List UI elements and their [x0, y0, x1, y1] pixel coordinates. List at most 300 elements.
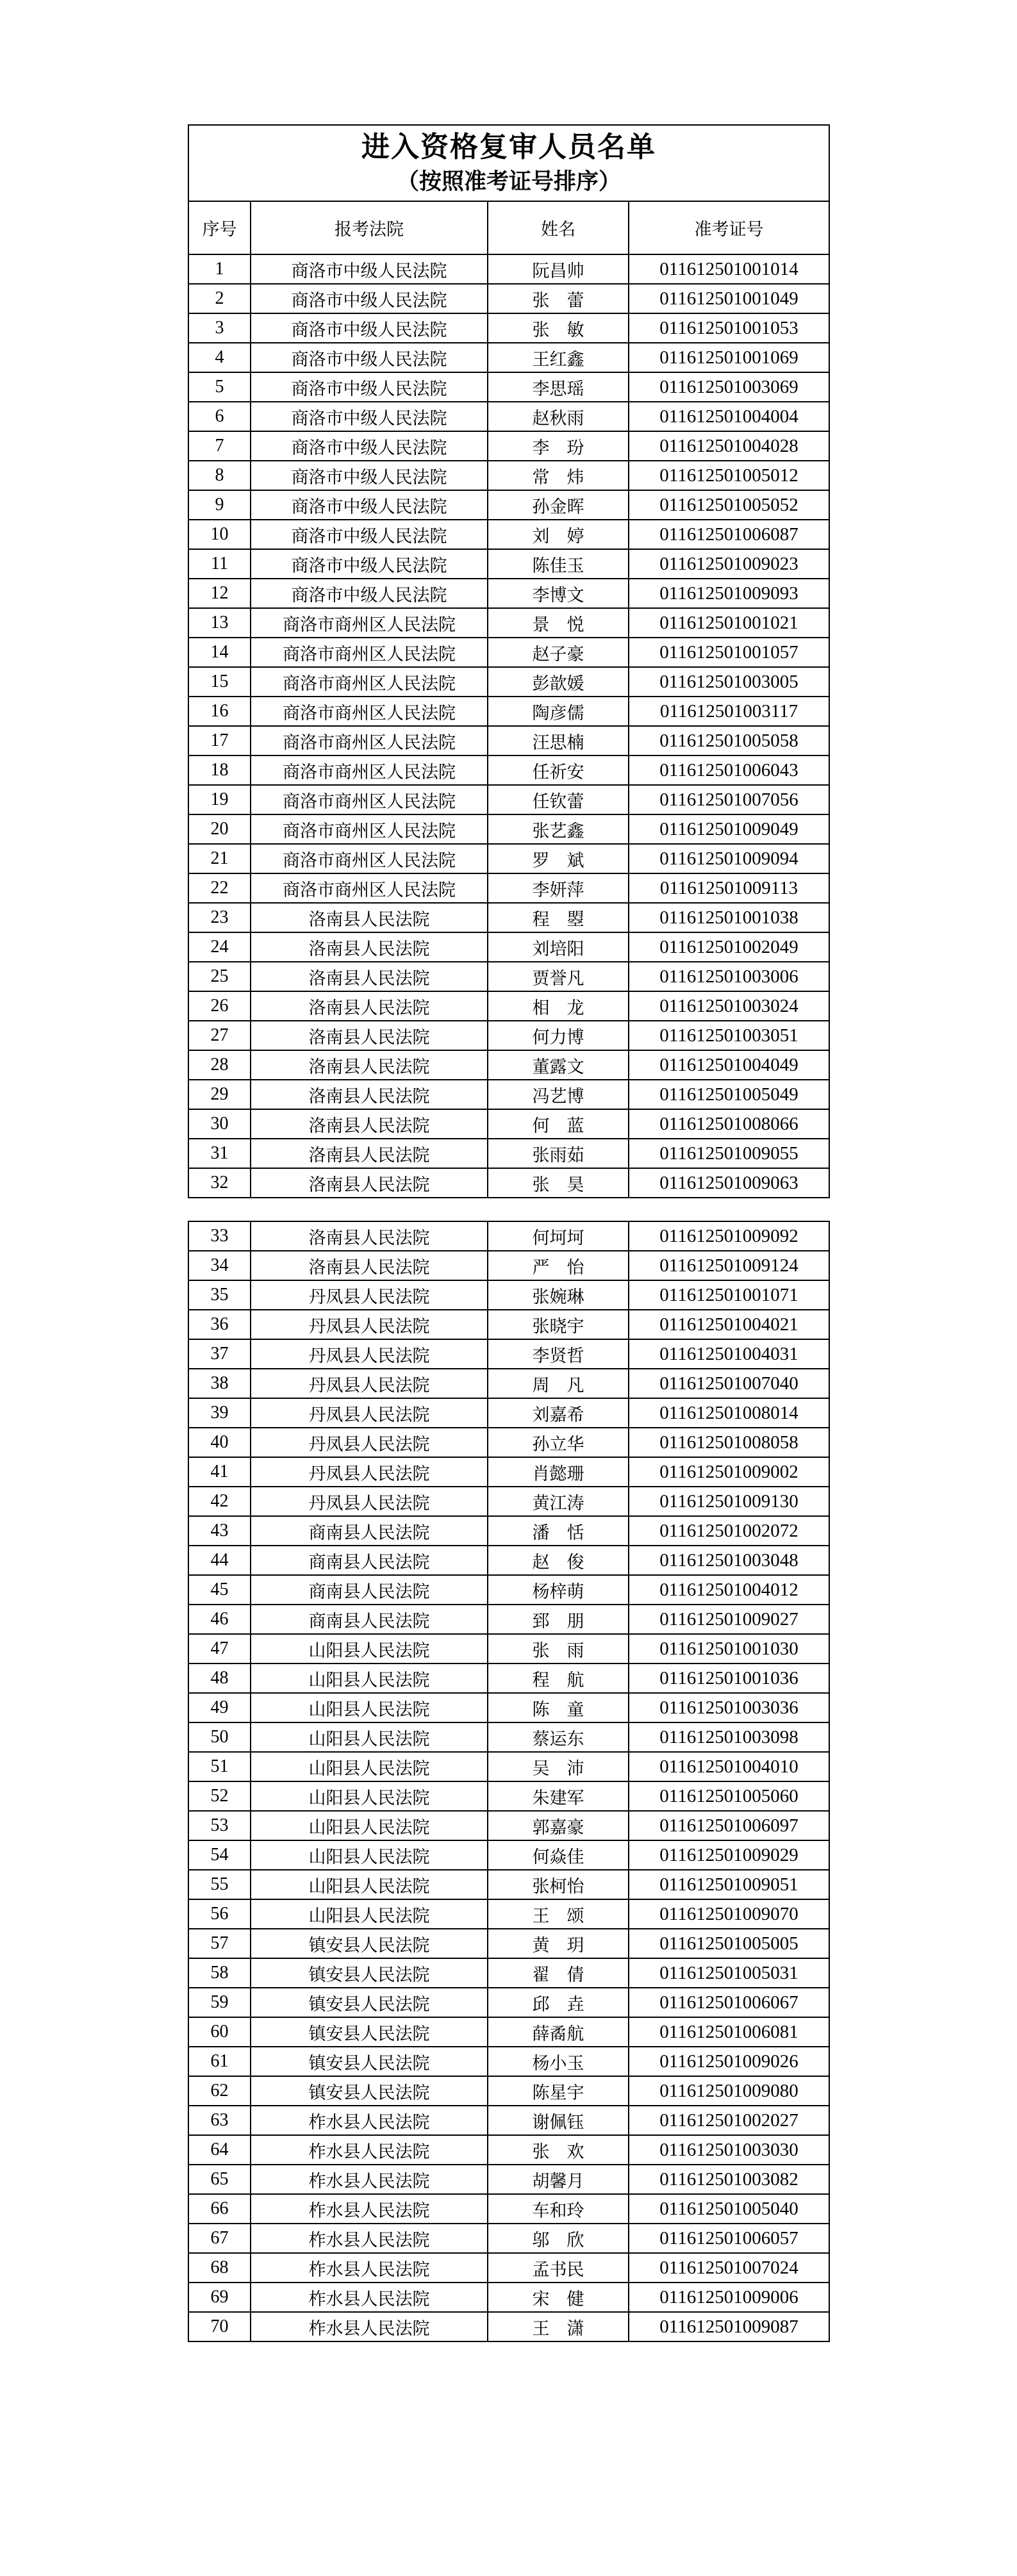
court-cell: 商洛市中级人民法院 [251, 284, 488, 313]
admission-no-cell: 011612501009087 [629, 2312, 829, 2341]
admission-no-cell: 011612501008066 [629, 1109, 829, 1139]
court-cell: 商洛市中级人民法院 [251, 549, 488, 579]
admission-no-cell: 011612501005052 [629, 490, 829, 520]
court-cell: 山阳县人民法院 [251, 1811, 488, 1840]
admission-no-cell: 011612501003048 [629, 1546, 829, 1575]
column-header-name: 姓名 [488, 201, 629, 254]
court-cell: 洛南县人民法院 [251, 1050, 488, 1080]
court-cell: 商洛市中级人民法院 [251, 402, 488, 431]
row-no-cell: 27 [188, 1021, 251, 1050]
table-row [188, 2253, 829, 2283]
court-cell: 商洛市中级人民法院 [251, 313, 488, 343]
name-cell: 何力博 [488, 1021, 629, 1050]
name-cell: 罗 斌 [488, 844, 629, 873]
row-no-cell: 17 [188, 726, 251, 755]
table-row [188, 2312, 829, 2341]
name-cell: 张婉琳 [488, 1280, 629, 1310]
row-no-cell: 70 [188, 2312, 251, 2341]
admission-no-cell: 011612501009124 [629, 1251, 829, 1280]
table-row [188, 254, 829, 284]
court-cell: 洛南县人民法院 [251, 1080, 488, 1109]
name-cell: 刘 婷 [488, 520, 629, 549]
court-cell: 镇安县人民法院 [251, 2076, 488, 2106]
name-cell: 张 蕾 [488, 284, 629, 313]
name-cell: 张艺鑫 [488, 814, 629, 844]
court-cell: 柞水县人民法院 [251, 2165, 488, 2194]
court-cell: 柞水县人民法院 [251, 2283, 488, 2312]
court-cell: 镇安县人民法院 [251, 1958, 488, 1988]
row-no-cell: 69 [188, 2283, 251, 2312]
name-cell: 冯艺博 [488, 1080, 629, 1109]
table-row [188, 1605, 829, 1634]
name-cell: 彭歆媛 [488, 667, 629, 697]
table-row [188, 1310, 829, 1339]
roster-document [188, 124, 829, 2342]
admission-no-cell: 011612501003117 [629, 697, 829, 726]
name-cell: 任钦蕾 [488, 785, 629, 814]
admission-no-cell: 011612501009113 [629, 873, 829, 903]
table-row [188, 697, 829, 726]
row-no-cell: 29 [188, 1080, 251, 1109]
table-row [188, 873, 829, 903]
name-cell: 宋 健 [488, 2283, 629, 2312]
table-row [188, 1398, 829, 1428]
row-no-cell: 25 [188, 962, 251, 991]
court-cell: 商洛市中级人民法院 [251, 490, 488, 520]
court-cell: 镇安县人民法院 [251, 2047, 488, 2076]
admission-no-cell: 011612501005031 [629, 1958, 829, 1988]
court-cell: 镇安县人民法院 [251, 1929, 488, 1958]
row-no-cell: 54 [188, 1840, 251, 1870]
table-row [188, 1280, 829, 1310]
row-no-cell: 66 [188, 2194, 251, 2224]
table-row [188, 2283, 829, 2312]
admission-no-cell: 011612501003098 [629, 1722, 829, 1752]
row-no-cell: 63 [188, 2106, 251, 2135]
row-no-cell: 10 [188, 520, 251, 549]
court-cell: 商洛市商州区人民法院 [251, 697, 488, 726]
title-row [188, 125, 829, 201]
row-no-cell: 41 [188, 1457, 251, 1487]
row-no-cell: 33 [188, 1221, 251, 1251]
name-cell: 陶彦儒 [488, 697, 629, 726]
court-cell: 柞水县人民法院 [251, 2224, 488, 2253]
admission-no-cell: 011612501005060 [629, 1781, 829, 1811]
court-cell: 商洛市商州区人民法院 [251, 814, 488, 844]
admission-no-cell: 011612501003006 [629, 962, 829, 991]
name-cell: 邱 垚 [488, 1988, 629, 2017]
row-no-cell: 46 [188, 1605, 251, 1634]
table-row [188, 2017, 829, 2047]
court-cell: 丹凤县人民法院 [251, 1457, 488, 1487]
row-no-cell: 53 [188, 1811, 251, 1840]
name-cell: 胡馨月 [488, 2165, 629, 2194]
table-row [188, 1109, 829, 1139]
name-cell: 刘嘉希 [488, 1398, 629, 1428]
admission-no-cell: 011612501004049 [629, 1050, 829, 1080]
table-row [188, 726, 829, 755]
court-cell: 洛南县人民法院 [251, 1021, 488, 1050]
court-cell: 商洛市商州区人民法院 [251, 785, 488, 814]
name-cell: 张 雨 [488, 1634, 629, 1664]
admission-no-cell: 011612501001036 [629, 1664, 829, 1693]
column-header-admission-no: 准考证号 [629, 201, 829, 254]
admission-no-cell: 011612501007056 [629, 785, 829, 814]
court-cell: 山阳县人民法院 [251, 1752, 488, 1781]
name-cell: 李 玢 [488, 431, 629, 461]
court-cell: 洛南县人民法院 [251, 1168, 488, 1198]
admission-no-cell: 011612501005049 [629, 1080, 829, 1109]
court-cell: 柞水县人民法院 [251, 2253, 488, 2283]
court-cell: 山阳县人民法院 [251, 1664, 488, 1693]
name-cell: 赵秋雨 [488, 402, 629, 431]
row-no-cell: 56 [188, 1899, 251, 1929]
title-cell [188, 125, 829, 201]
table-row [188, 1369, 829, 1398]
table-row [188, 667, 829, 697]
table-row [188, 1021, 829, 1050]
name-cell: 吴 沛 [488, 1752, 629, 1781]
row-no-cell: 55 [188, 1870, 251, 1899]
table-row [188, 1339, 829, 1369]
column-header-row [188, 201, 829, 254]
court-cell: 洛南县人民法院 [251, 1221, 488, 1251]
court-cell: 商洛市商州区人民法院 [251, 726, 488, 755]
row-no-cell: 51 [188, 1752, 251, 1781]
name-cell: 郭嘉豪 [488, 1811, 629, 1840]
admission-no-cell: 011612501001014 [629, 254, 829, 284]
table-row [188, 638, 829, 667]
admission-no-cell: 011612501009023 [629, 549, 829, 579]
name-cell: 薛矞航 [488, 2017, 629, 2047]
row-no-cell: 50 [188, 1722, 251, 1752]
page-break-gap [188, 1198, 829, 1221]
name-cell: 汪思楠 [488, 726, 629, 755]
admission-no-cell: 011612501009002 [629, 1457, 829, 1487]
name-cell: 杨梓萌 [488, 1575, 629, 1605]
court-cell: 商洛市中级人民法院 [251, 461, 488, 490]
admission-no-cell: 011612501006081 [629, 2017, 829, 2047]
row-no-cell: 32 [188, 1168, 251, 1198]
row-no-cell: 30 [188, 1109, 251, 1139]
court-cell: 洛南县人民法院 [251, 962, 488, 991]
admission-no-cell: 011612501006097 [629, 1811, 829, 1840]
admission-no-cell: 011612501009093 [629, 579, 829, 608]
table-row [188, 2106, 829, 2135]
name-cell: 李博文 [488, 579, 629, 608]
name-cell: 何坷坷 [488, 1221, 629, 1251]
admission-no-cell: 011612501003036 [629, 1693, 829, 1722]
name-cell: 朱建军 [488, 1781, 629, 1811]
admission-no-cell: 011612501009051 [629, 1870, 829, 1899]
table-row [188, 2224, 829, 2253]
row-no-cell: 39 [188, 1398, 251, 1428]
admission-no-cell: 011612501009092 [629, 1221, 829, 1251]
court-cell: 商洛市商州区人民法院 [251, 667, 488, 697]
admission-no-cell: 011612501004021 [629, 1310, 829, 1339]
row-no-cell: 35 [188, 1280, 251, 1310]
table-row [188, 1958, 829, 1988]
name-cell: 孙金晖 [488, 490, 629, 520]
row-no-cell: 64 [188, 2135, 251, 2165]
row-no-cell: 67 [188, 2224, 251, 2253]
name-cell: 程 航 [488, 1664, 629, 1693]
court-cell: 山阳县人民法院 [251, 1870, 488, 1899]
name-cell: 李贤哲 [488, 1339, 629, 1369]
row-no-cell: 59 [188, 1988, 251, 2017]
row-no-cell: 15 [188, 667, 251, 697]
table-row [188, 1840, 829, 1870]
name-cell: 潘 恬 [488, 1516, 629, 1546]
court-cell: 丹凤县人民法院 [251, 1280, 488, 1310]
admission-no-cell: 011612501002072 [629, 1516, 829, 1546]
admission-no-cell: 011612501003030 [629, 2135, 829, 2165]
court-cell: 山阳县人民法院 [251, 1722, 488, 1752]
admission-no-cell: 011612501009006 [629, 2283, 829, 2312]
admission-no-cell: 011612501001057 [629, 638, 829, 667]
row-no-cell: 24 [188, 932, 251, 962]
table-row [188, 284, 829, 313]
admission-no-cell: 011612501001021 [629, 608, 829, 638]
court-cell: 丹凤县人民法院 [251, 1428, 488, 1457]
admission-no-cell: 011612501004028 [629, 431, 829, 461]
table-row [188, 844, 829, 873]
admission-no-cell: 011612501002049 [629, 932, 829, 962]
name-cell: 阮昌帅 [488, 254, 629, 284]
row-no-cell: 43 [188, 1516, 251, 1546]
row-no-cell: 20 [188, 814, 251, 844]
row-no-cell: 13 [188, 608, 251, 638]
court-cell: 商洛市商州区人民法院 [251, 755, 488, 785]
name-cell: 李思瑶 [488, 372, 629, 402]
table-row [188, 1664, 829, 1693]
admission-no-cell: 011612501006043 [629, 755, 829, 785]
row-no-cell: 1 [188, 254, 251, 284]
court-cell: 商洛市商州区人民法院 [251, 638, 488, 667]
row-no-cell: 28 [188, 1050, 251, 1080]
court-cell: 柞水县人民法院 [251, 2135, 488, 2165]
table-row [188, 1050, 829, 1080]
court-cell: 商洛市中级人民法院 [251, 372, 488, 402]
name-cell: 陈星宇 [488, 2076, 629, 2106]
table-row [188, 932, 829, 962]
table-row [188, 2165, 829, 2194]
name-cell: 张晓宇 [488, 1310, 629, 1339]
admission-no-cell: 011612501009063 [629, 1168, 829, 1198]
court-cell: 商洛市中级人民法院 [251, 431, 488, 461]
name-cell: 赵子豪 [488, 638, 629, 667]
name-cell: 张 昊 [488, 1168, 629, 1198]
table-row [188, 2047, 829, 2076]
court-cell: 商南县人民法院 [251, 1575, 488, 1605]
table-row [188, 991, 829, 1021]
table-row [188, 785, 829, 814]
court-cell: 商洛市中级人民法院 [251, 520, 488, 549]
name-cell: 孟书民 [488, 2253, 629, 2283]
admission-no-cell: 011612501009070 [629, 1899, 829, 1929]
court-cell: 柞水县人民法院 [251, 2312, 488, 2341]
row-no-cell: 47 [188, 1634, 251, 1664]
court-cell: 丹凤县人民法院 [251, 1487, 488, 1516]
row-no-cell: 3 [188, 313, 251, 343]
name-cell: 董露文 [488, 1050, 629, 1080]
admission-no-cell: 011612501001030 [629, 1634, 829, 1664]
admission-no-cell: 011612501005012 [629, 461, 829, 490]
table-row [188, 1168, 829, 1198]
name-cell: 孙立华 [488, 1428, 629, 1457]
admission-no-cell: 011612501004031 [629, 1339, 829, 1369]
court-cell: 商洛市中级人民法院 [251, 254, 488, 284]
name-cell: 陈 童 [488, 1693, 629, 1722]
admission-no-cell: 011612501006087 [629, 520, 829, 549]
roster-table-section-2 [188, 1221, 830, 2342]
table-row [188, 1487, 829, 1516]
admission-no-cell: 011612501002027 [629, 2106, 829, 2135]
court-cell: 山阳县人民法院 [251, 1634, 488, 1664]
row-no-cell: 61 [188, 2047, 251, 2076]
table-row [188, 1634, 829, 1664]
row-no-cell: 57 [188, 1929, 251, 1958]
table-row [188, 1811, 829, 1840]
row-no-cell: 48 [188, 1664, 251, 1693]
row-no-cell: 44 [188, 1546, 251, 1575]
row-no-cell: 65 [188, 2165, 251, 2194]
table-row [188, 1546, 829, 1575]
court-cell: 丹凤县人民法院 [251, 1310, 488, 1339]
row-no-cell: 18 [188, 755, 251, 785]
court-cell: 柞水县人民法院 [251, 2194, 488, 2224]
table-row [188, 1080, 829, 1109]
row-no-cell: 52 [188, 1781, 251, 1811]
column-header-seq: 序号 [188, 201, 251, 254]
name-cell: 张 敏 [488, 313, 629, 343]
table-row [188, 1251, 829, 1280]
court-cell: 洛南县人民法院 [251, 1139, 488, 1168]
table-row [188, 461, 829, 490]
admission-no-cell: 011612501001038 [629, 903, 829, 932]
admission-no-cell: 011612501007040 [629, 1369, 829, 1398]
court-cell: 山阳县人民法院 [251, 1693, 488, 1722]
row-no-cell: 45 [188, 1575, 251, 1605]
row-no-cell: 19 [188, 785, 251, 814]
row-no-cell: 5 [188, 372, 251, 402]
admission-no-cell: 011612501003005 [629, 667, 829, 697]
admission-no-cell: 011612501003024 [629, 991, 829, 1021]
table-row [188, 1693, 829, 1722]
name-cell: 邬 欣 [488, 2224, 629, 2253]
court-cell: 商南县人民法院 [251, 1605, 488, 1634]
name-cell: 相 龙 [488, 991, 629, 1021]
row-no-cell: 34 [188, 1251, 251, 1280]
admission-no-cell: 011612501009027 [629, 1605, 829, 1634]
row-no-cell: 37 [188, 1339, 251, 1369]
table-row [188, 1988, 829, 2017]
admission-no-cell: 011612501009026 [629, 2047, 829, 2076]
row-no-cell: 9 [188, 490, 251, 520]
court-cell: 洛南县人民法院 [251, 1251, 488, 1280]
table-row [188, 1575, 829, 1605]
name-cell: 翟 倩 [488, 1958, 629, 1988]
name-cell: 张雨茹 [488, 1139, 629, 1168]
row-no-cell: 16 [188, 697, 251, 726]
name-cell: 王 颂 [488, 1899, 629, 1929]
table-row [188, 2135, 829, 2165]
court-cell: 丹凤县人民法院 [251, 1398, 488, 1428]
row-no-cell: 36 [188, 1310, 251, 1339]
name-cell: 车和玲 [488, 2194, 629, 2224]
admission-no-cell: 011612501001071 [629, 1280, 829, 1310]
court-cell: 镇安县人民法院 [251, 1988, 488, 2017]
table-row [188, 1457, 829, 1487]
table-row [188, 903, 829, 932]
admission-no-cell: 011612501009055 [629, 1139, 829, 1168]
name-cell: 谢佩钰 [488, 2106, 629, 2135]
table-row [188, 608, 829, 638]
row-no-cell: 68 [188, 2253, 251, 2283]
name-cell: 景 悦 [488, 608, 629, 638]
table-row [188, 372, 829, 402]
row-no-cell: 7 [188, 431, 251, 461]
table-row [188, 1781, 829, 1811]
admission-no-cell: 011612501001053 [629, 313, 829, 343]
court-cell: 丹凤县人民法院 [251, 1339, 488, 1369]
name-cell: 杨小玉 [488, 2047, 629, 2076]
admission-no-cell: 011612501003082 [629, 2165, 829, 2194]
admission-no-cell: 011612501009049 [629, 814, 829, 844]
table-row [188, 755, 829, 785]
column-header-court: 报考法院 [251, 201, 488, 254]
court-cell: 山阳县人民法院 [251, 1781, 488, 1811]
admission-no-cell: 011612501005058 [629, 726, 829, 755]
row-no-cell: 38 [188, 1369, 251, 1398]
document-subtitle: （按照准考证号排序） [396, 169, 621, 194]
court-cell: 山阳县人民法院 [251, 1840, 488, 1870]
row-no-cell: 40 [188, 1428, 251, 1457]
row-no-cell: 4 [188, 343, 251, 372]
admission-no-cell: 011612501004010 [629, 1752, 829, 1781]
court-cell: 山阳县人民法院 [251, 1899, 488, 1929]
row-no-cell: 8 [188, 461, 251, 490]
table-row [188, 343, 829, 372]
row-no-cell: 6 [188, 402, 251, 431]
name-cell: 郅 朋 [488, 1605, 629, 1634]
court-cell: 镇安县人民法院 [251, 2017, 488, 2047]
name-cell: 张 欢 [488, 2135, 629, 2165]
row-no-cell: 21 [188, 844, 251, 873]
court-cell: 商洛市中级人民法院 [251, 579, 488, 608]
court-cell: 洛南县人民法院 [251, 932, 488, 962]
table-row [188, 1516, 829, 1546]
name-cell: 严 怡 [488, 1251, 629, 1280]
admission-no-cell: 011612501001069 [629, 343, 829, 372]
table-row [188, 1428, 829, 1457]
table-row [188, 1929, 829, 1958]
row-no-cell: 58 [188, 1958, 251, 1988]
row-no-cell: 22 [188, 873, 251, 903]
admission-no-cell: 011612501004012 [629, 1575, 829, 1605]
court-cell: 洛南县人民法院 [251, 1109, 488, 1139]
name-cell: 张柯怡 [488, 1870, 629, 1899]
court-cell: 洛南县人民法院 [251, 903, 488, 932]
name-cell: 黄江涛 [488, 1487, 629, 1516]
admission-no-cell: 011612501008014 [629, 1398, 829, 1428]
row-no-cell: 62 [188, 2076, 251, 2106]
name-cell: 程 曌 [488, 903, 629, 932]
court-cell: 商洛市中级人民法院 [251, 343, 488, 372]
row-no-cell: 23 [188, 903, 251, 932]
court-cell: 商洛市商州区人民法院 [251, 844, 488, 873]
court-cell: 柞水县人民法院 [251, 2106, 488, 2135]
